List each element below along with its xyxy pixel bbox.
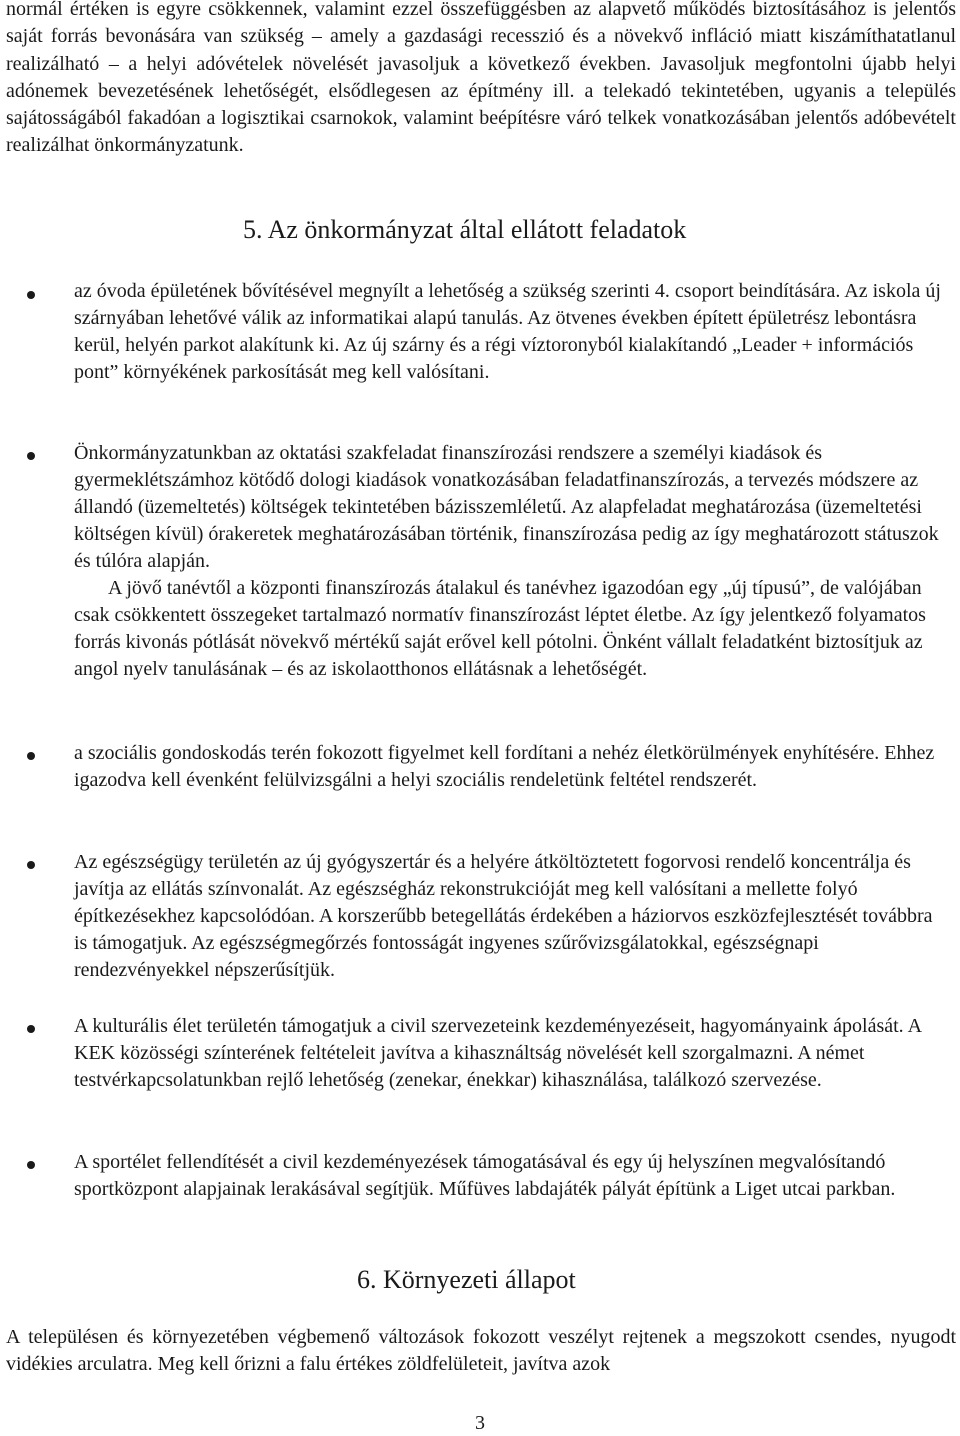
- bullet-icon: [27, 1025, 35, 1033]
- bullet-icon: [27, 861, 35, 869]
- bullet-icon: [27, 752, 35, 760]
- section-6-heading: 6. Környezeti állapot: [357, 1265, 576, 1294]
- environment-paragraph: A településen és környezetében végbemenő változások fokozott veszélyt rejtenek a megszokott csendes, nyugodt vidékies arculatra. Meg kell őrizni a falu értékes zöldfelületeit, javítva azok: [6, 1326, 956, 1376]
- section-5-heading: 5. Az önkormányzat által ellátott feladatok: [243, 215, 687, 244]
- list-item-text: A sportélet fellendítését a civil kezdeményezések támogatásával és egy új helyszínen megvalósítandó sportközpont alapjainak lerakásával segítjük. Műfüves labdajáték pályát építünk a Liget utcai parkban.: [74, 1151, 896, 1200]
- list-item-text: az óvoda épületének bővítésével megnyílt a lehetőség a szükség szerinti 4. csoport beindítására. Az iskola új szárnyában lehetővé válik az informatikai alapú tanulás. Az ötvenes években épített épületrész lebontásra kerül, helyén parkot alakítunk ki. Az új szárny és a régi víztoronyból kialakítandó „Leader + információs pont” környékének parkosítását meg kell valósítani.: [74, 280, 941, 383]
- page-number: 3: [475, 1412, 485, 1434]
- bullet-icon: [27, 291, 35, 299]
- bullet-icon: [27, 452, 35, 460]
- list-item-paragraph: A jövő tanévtől a központi finanszírozás átalakul és tanévhez igazodóan egy „új típusú”, de valójában csak csökkentett összegeket tartalmazó normatív finanszírozást léptet életbe. Az így jelentkező folyamatos forrás kivonás pótlását növekvő mértékű saját erővel kell pótolni. Önként vállalt feladatként biztosítjuk az angol nyelv tanulásának – és az iskolaotthonos ellátásnak a lehetőségét.: [74, 577, 926, 680]
- list-item-text: A kulturális élet területén támogatjuk a civil szervezeteink kezdeményezéseit, hagyományaink ápolását. A KEK közösségi színterének feltételeit javítva a kihasználtság növelését kell szorgalmazni. A német testvérkapcsolatunkban rejlő lehetőség (zenekar, énekkar) kihasználása, találkozó szervezése.: [74, 1015, 921, 1091]
- bullet-icon: [27, 1161, 35, 1169]
- list-item-text: Az egészségügy területén az új gyógyszertár és a helyére átköltöztetett fogorvosi rendelő koncentrálja és javítja az ellátás színvonalát. Az egészségház rekonstrukcióját meg kell valósítani a mellette folyó építkezésekhez kapcsolódóan. A korszerűbb betegellátás érdekében a háziorvos eszközfejlesztését továbbra is támogatjuk. Az egészségmegőrzés fontosságát ingyenes szűrővizsgálatokkal, egészségnapi rendezvényekkel népszerűsítjük.: [74, 851, 933, 981]
- list-item-text: a szociális gondoskodás terén fokozott figyelmet kell fordítani a nehéz életkörülmények enyhítésére. Ehhez igazodva kell évenként felülvizsgálni a helyi szociális rendeletünk feltétel rendszerét.: [74, 742, 935, 791]
- list-item-paragraph: Önkormányzatunkban az oktatási szakfeladat finanszírozási rendszere a személyi kiadások és gyermeklétszámhoz kötődő dologi kiadások vonatkozásában feladatfinanszírozás, a tervezés módszere az állandó (üzemeltetés) költségek tekintetében bázisszemléletű. Az alapfeladat meghatározása (üzemeltetési költségen kívül) órakeretek meghatározásában történik, finanszírozása pedig az így meghatározott státuszok és túlóra alapján.: [74, 442, 939, 572]
- intro-paragraph: normál értéken is egyre csökkennek, valamint ezzel összefüggésben az alapvető működés biztosításához is jelentős saját forrás bevonására van szükség – amely a gazdasági recesszió és a növekvő infláció miatt kiszámíthatatlanul realizálható – a helyi adóvételek növelését javasoljuk a következő években. Javasoljuk megfontolni újabb helyi adónemek bevezetésének lehetőségét, elsődlegesen az építmény ill. a telekadó tekintetében, ugyanis a település sajátosságából fakadóan a logisztikai csarnokok, valamint beépítésre váró telkek vonatkozásában jelentős adóbevételt realizálhat önkormányzatunk.: [6, 0, 956, 157]
- list-item-text: [74, 440, 950, 683]
